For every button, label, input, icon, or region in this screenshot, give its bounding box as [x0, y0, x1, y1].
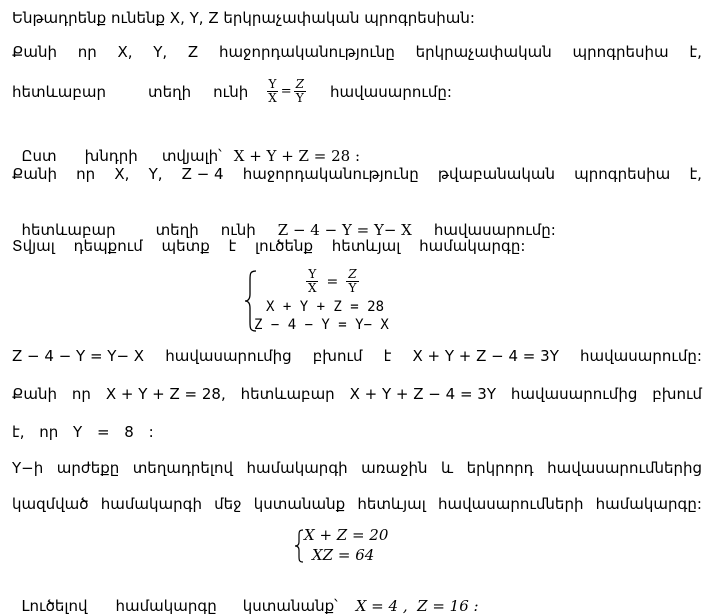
paragraph-line-6	[12, 200, 556, 240]
equation: X = 4 , Z = 16 :	[355, 597, 479, 615]
word: տվյալի՝	[161, 147, 222, 165]
fraction-y-over-x: $\frac{Y}{X}$	[308, 267, 317, 295]
word: հավասարումից	[165, 347, 292, 365]
fraction-y-over-x: $\frac{Y}{X}$	[268, 77, 277, 105]
equation-system-1	[244, 268, 424, 334]
word: հավասարումից	[510, 385, 638, 403]
word: է	[383, 347, 392, 365]
word: բխում	[312, 347, 363, 365]
word: հաջորդականությունը	[218, 43, 395, 61]
paragraph-line-12	[12, 494, 702, 514]
paragraph-line-4	[12, 126, 360, 166]
left-brace-icon	[294, 529, 304, 563]
word: հաջորդականությունը	[242, 165, 419, 183]
word: X + Y + Z − 4 = 3Y	[349, 385, 496, 403]
word: հավասարումը:	[433, 221, 556, 239]
equation: X + Y + Z = 28 :	[233, 147, 360, 165]
paragraph-line-13	[12, 576, 479, 616]
word: առաջին	[361, 459, 428, 477]
word: ունի	[213, 82, 249, 101]
word: տեղի	[155, 221, 199, 239]
word: համակարգը:	[595, 495, 702, 513]
word: պրոգրեսիա	[574, 165, 671, 183]
equation-system-2	[294, 526, 414, 566]
word: որ	[76, 165, 96, 183]
paragraph-line-11	[12, 458, 702, 478]
word: համակարգի	[100, 495, 203, 513]
paragraph-line-2	[12, 42, 702, 62]
word: բխում	[652, 385, 702, 403]
system1-row-1	[304, 268, 361, 295]
paragraph-line-8	[12, 346, 702, 366]
word: X,	[117, 43, 133, 61]
word: հետևաբար	[21, 221, 116, 239]
system2-row-1: X + Z = 20	[304, 526, 389, 544]
word: Y−ի	[12, 459, 44, 477]
word: X + Y + Z − 4 = 3Y	[412, 347, 559, 365]
word: հավասարումը:	[330, 82, 452, 101]
word: ունի	[220, 221, 256, 239]
word: երկրաչափական	[415, 43, 552, 61]
word: X + Y + Z = 28,	[105, 385, 226, 403]
paragraph-line-3	[12, 78, 452, 105]
word: X,	[114, 165, 130, 183]
equals-sign: =	[326, 273, 339, 290]
system1-row-2: X + Y + Z = 28	[266, 299, 385, 315]
equation: Z − 4 − Y = Y− X	[277, 221, 412, 239]
system1-row-3: Z − 4 − Y = Y− X	[254, 317, 389, 333]
word: Քանի	[12, 165, 57, 183]
word: Լուծելով	[21, 597, 88, 615]
paragraph-line-1: Ենթադրենք ունենք X, Y, Z երկրաչափական պրոգրեսիան:	[12, 9, 475, 27]
word: Քանի	[12, 385, 57, 403]
word: և	[440, 459, 454, 477]
word: տեղի	[148, 82, 192, 101]
word: արժեքը	[56, 459, 120, 477]
word: Քանի	[12, 43, 57, 61]
word: խնդրի	[84, 147, 138, 165]
fraction-z-over-y: $\frac{Z}{Y}$	[295, 77, 305, 105]
paragraph-line-10: է, որ Y = 8 :	[12, 423, 154, 441]
word: կստանանք	[253, 495, 346, 513]
word: երկրորդ	[466, 459, 534, 477]
word: Z − 4 − Y = Y− X	[12, 347, 145, 365]
word: մեջ	[214, 495, 242, 513]
paragraph-line-7: Տվյալ դեպքում պետք է լուծենք հետևյալ համակարգը:	[12, 237, 526, 255]
word: համակարգը	[115, 597, 217, 615]
word: հավասարումների	[438, 495, 584, 513]
word: կստանանք՝	[242, 597, 338, 615]
system2-row-2: XZ = 64	[312, 546, 375, 564]
word: որ	[77, 43, 97, 61]
word: Z − 4	[181, 165, 224, 183]
word: Z	[187, 43, 199, 61]
word: Ըստ	[21, 147, 57, 165]
word: հետևյալ	[357, 495, 426, 513]
fraction-z-over-y: $\frac{Z}{Y}$	[348, 267, 357, 295]
word: հավասարումը:	[579, 347, 702, 365]
word: է,	[689, 165, 702, 183]
word: Y,	[148, 165, 163, 183]
word: է,	[689, 43, 702, 61]
paragraph-line-5	[12, 164, 702, 184]
paragraph-line-9	[12, 384, 702, 404]
word: տեղադրելով	[132, 459, 233, 477]
word: թվաբանական	[437, 165, 555, 183]
equals-sign: =	[280, 83, 292, 99]
word: համակարգի	[246, 459, 348, 477]
word: հետևաբար	[240, 385, 335, 403]
word: կազմված	[12, 495, 89, 513]
word: հետևաբար	[12, 82, 107, 101]
word: պրոգրեսիա	[572, 43, 669, 61]
word: հավասարումներից	[547, 459, 702, 477]
word: Y,	[153, 43, 168, 61]
word: որ	[71, 385, 91, 403]
